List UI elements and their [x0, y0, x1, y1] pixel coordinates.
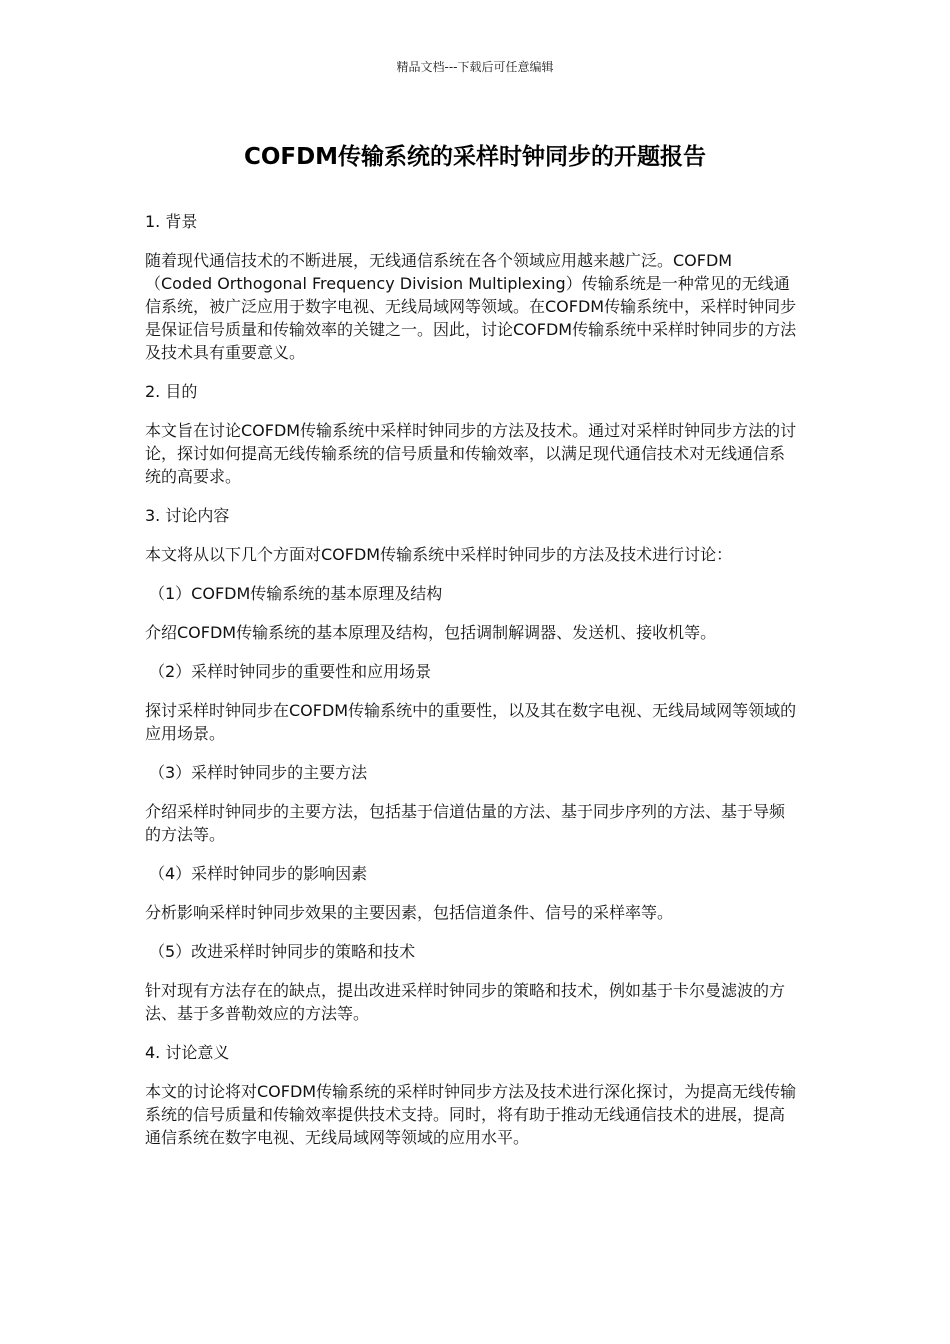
subsection-heading: （1）COFDM传输系统的基本原理及结构	[149, 584, 443, 603]
section-heading: 4. 讨论意义	[145, 1043, 230, 1062]
section-heading: 3. 讨论内容	[145, 506, 230, 525]
paragraph: 针对现有方法存在的缺点，提出改进采样时钟同步的策略和技术，例如基于卡尔曼滤波的方法、基于多普勒效应的方法等。	[145, 981, 786, 1023]
paragraph: 随着现代通信技术的不断进展，无线通信系统在各个领域应用越来越广泛。COFDM（Coded Orthogonal Frequency Division Multiplexing）传输系统是一种常见的无线通信系统，被广泛应用于数字电视、无线局域网等领域。在COFDM传输系统中，采样时钟同步是保证信号质量和传输效率的关键之一。因此，讨论COFDM传输系统中采样时钟同步的方法及技术具有重要意义。	[145, 251, 797, 362]
subsection-heading: （5）改进采样时钟同步的策略和技术	[149, 942, 416, 961]
paragraph: 本文旨在讨论COFDM传输系统中采样时钟同步的方法及技术。通过对采样时钟同步方法的讨论，探讨如何提高无线传输系统的信号质量和传输效率，以满足现代通信技术对无线通信系统的高要求。	[145, 421, 797, 486]
section-heading: 1. 背景	[145, 212, 198, 231]
subsection-heading: （4）采样时钟同步的影响因素	[149, 864, 368, 883]
paragraph: 本文的讨论将对COFDM传输系统的采样时钟同步方法及技术进行深化探讨，为提高无线传输系统的信号质量和传输效率提供技术支持。同时，将有助于推动无线通信技术的进展，提高通信系统在数字电视、无线局域网等领域的应用水平。	[145, 1082, 797, 1147]
subsection-heading: （3）采样时钟同步的主要方法	[149, 763, 368, 782]
section-heading: 2. 目的	[145, 382, 198, 401]
paragraph: 分析影响采样时钟同步效果的主要因素，包括信道条件、信号的采样率等。	[145, 903, 674, 922]
paragraph: 本文将从以下几个方面对COFDM传输系统中采样时钟同步的方法及技术进行讨论：	[145, 545, 733, 564]
paragraph: 介绍采样时钟同步的主要方法，包括基于信道估量的方法、基于同步序列的方法、基于导频的方法等。	[145, 802, 786, 844]
paragraph: 探讨采样时钟同步在COFDM传输系统中的重要性，以及其在数字电视、无线局域网等领域的应用场景。	[145, 701, 797, 743]
page-header-watermark: 精品文档---下载后可任意编辑	[396, 60, 554, 74]
document-body	[145, 210, 798, 1165]
subsection-heading: （2）采样时钟同步的重要性和应用场景	[149, 662, 432, 681]
paragraph: 介绍COFDM传输系统的基本原理及结构，包括调制解调器、发送机、接收机等。	[145, 623, 717, 642]
document-title: COFDM传输系统的采样时钟同步的开题报告	[243, 144, 707, 170]
